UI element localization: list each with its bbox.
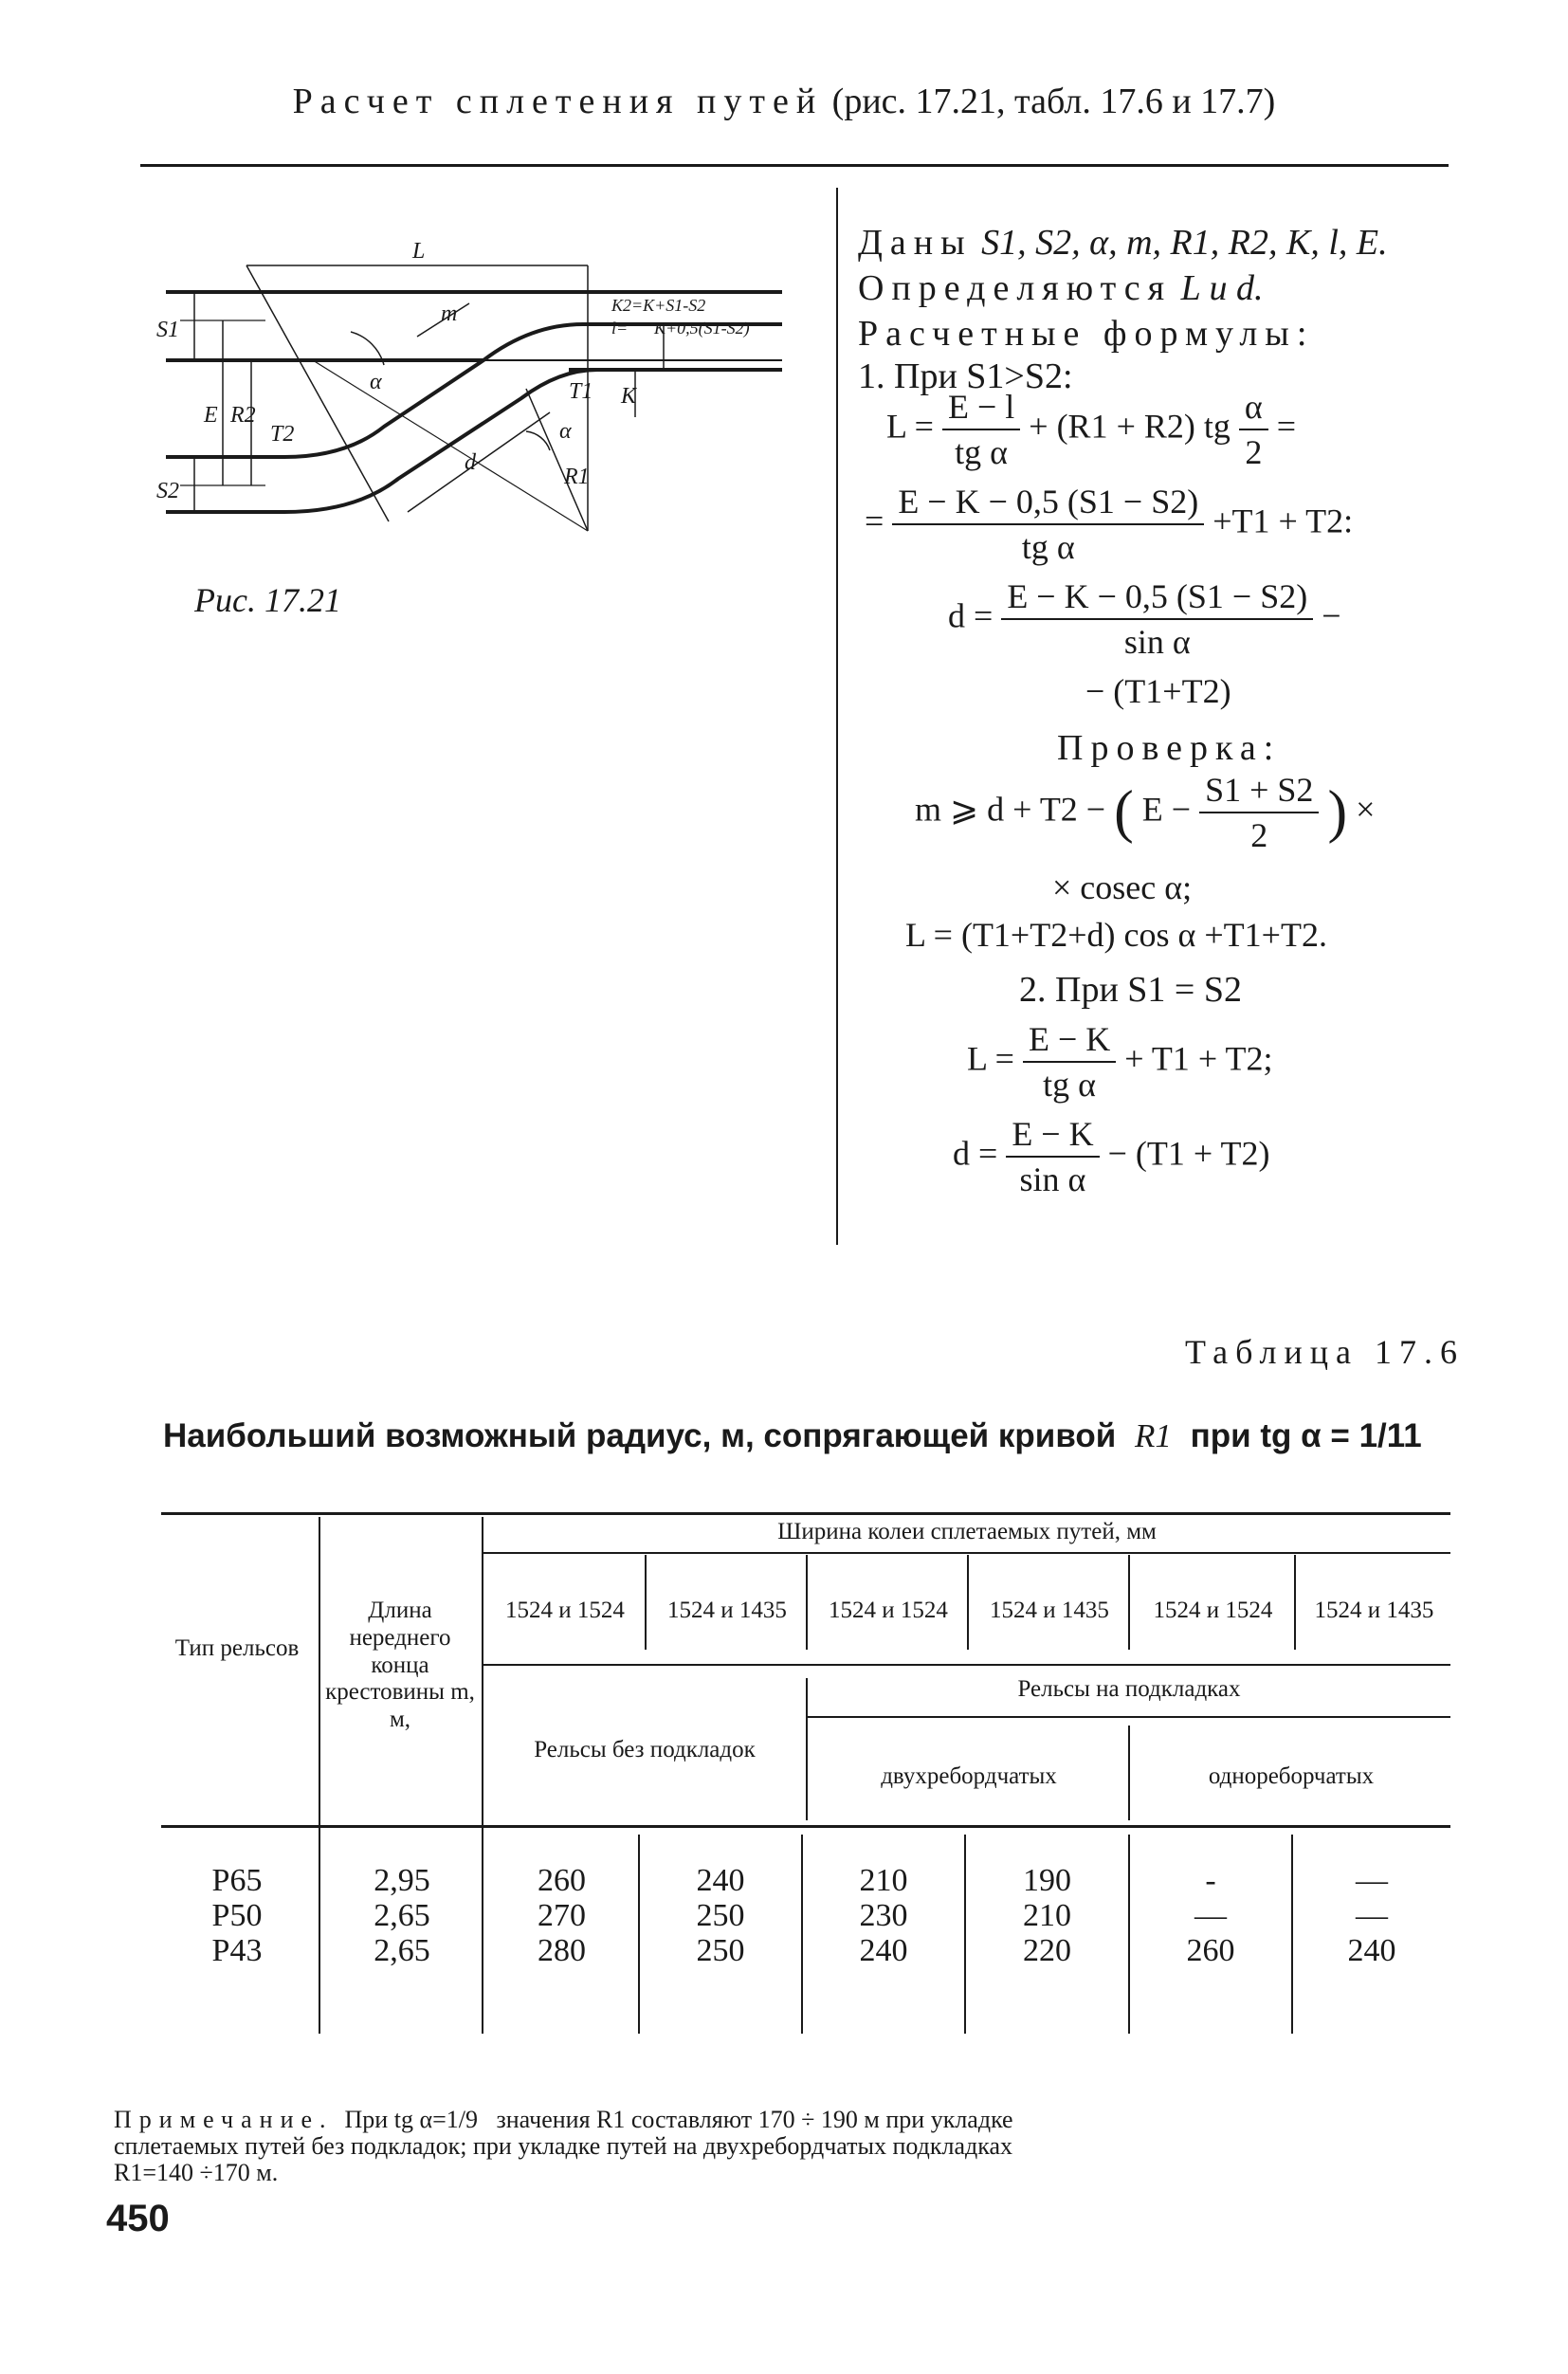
col-v4: 190 210 220 (1023, 1863, 1071, 1968)
formula-L-2: = $\frac{E - K - 0,5 (S1 - S2)}{\text{tg α}}$ +T1 + T2: (865, 483, 1354, 566)
label-alpha-2: α (559, 419, 572, 444)
header-reference: (рис. 17.21, табл. 17.6 и 17.7) (831, 82, 1276, 121)
header-frog-length: Длина нереднего конца крестовины m, м, (325, 1598, 475, 1732)
note-line-1: Примечание. При tg α=1/9 значения R1 составляют 170 ÷ 190 м при укладке (114, 2106, 1013, 2133)
calc-formulas-label: Расчетные формулы: (858, 314, 1315, 354)
col-v1: 260 270 280 (538, 1863, 586, 1968)
header-title: Расчет сплетения путей (292, 82, 824, 121)
track-diagram (152, 237, 796, 550)
col-v3: 210 230 240 (859, 1863, 908, 1968)
formula-L-case2: L = $\frac{E - K}{\text{tg α}}$ + T1 + T2; (967, 1020, 1273, 1104)
rule-widths (483, 1664, 1450, 1666)
case-1-label: 1. При S1>S2: (858, 356, 1073, 396)
label-l-value: K+0,5(S1-S2) (654, 319, 750, 338)
note-line-3: R1=140 ÷170 м. (114, 2159, 279, 2186)
rule-group-width (483, 1552, 1450, 1554)
rule-pads (806, 1716, 1450, 1718)
label-S1: S1 (156, 318, 179, 342)
table-header-bottom-rule (161, 1825, 1450, 1828)
formula-d-case2: d = $\frac{E - K}{\text{sin α}}$ − (T1 + T2) (953, 1115, 1270, 1198)
header-width-4: 1524 и 1435 (990, 1598, 1109, 1623)
formula-d-1: d = $\frac{E - K - 0,5 (S1 - S2)}{\text{sin α}}$ − (948, 577, 1341, 661)
column-divider (836, 188, 838, 1245)
label-S2: S2 (156, 479, 179, 503)
header-width-2: 1524 и 1435 (667, 1598, 787, 1623)
header-with-pads: Рельсы на подкладках (1017, 1676, 1241, 1702)
case-2-label: 2. При S1 = S2 (1019, 970, 1242, 1010)
figure-caption: Рис. 17.21 (194, 581, 341, 619)
page-header (0, 81, 1568, 122)
header-double-flange: двухребордчатых (881, 1763, 1057, 1789)
header-width-3: 1524 и 1524 (829, 1598, 948, 1623)
header-single-flange: однореборчатых (1208, 1763, 1375, 1789)
label-K2: K2=K+S1-S2 (611, 296, 706, 315)
label-alpha: α (370, 370, 382, 394)
formula-L-1: L = $\frac{E - l}{\text{tg α}}$ + (R1 + R2) tg $\frac{\alpha}{2}$ = (886, 388, 1297, 471)
check-formula-1: m ⩾ d + T2 − ( E − $\frac{S1 + S2}{2}$ ) × (915, 771, 1376, 854)
header-rail-type: Тип рельсов (174, 1635, 300, 1661)
label-E: E (204, 403, 218, 428)
col-v2: 240 250 250 (696, 1863, 745, 1968)
check-label: Проверка: (1057, 728, 1282, 768)
table-row: Р65 (211, 1863, 263, 1898)
formula-d-2: − (T1+T2) (1085, 672, 1231, 710)
col-v5: - — 260 (1186, 1863, 1235, 1968)
table-label: Таблица 17.6 (1185, 1333, 1465, 1371)
determined-line: Определяются L и d. (858, 268, 1264, 308)
table-title: Наибольший возможный радиус, м, сопрягающей кривой R1 при tg α = 1/11 (163, 1417, 1422, 1454)
label-L: L (412, 239, 426, 264)
label-T1: T1 (569, 379, 593, 404)
vrule-1 (319, 1517, 320, 2034)
note-line-2: сплетаемых путей без подкладок; при укладке путей на двухребордчатых подкладках (114, 2132, 1013, 2160)
check-formula-2: × cosec α; (1052, 868, 1193, 906)
label-m: m (441, 301, 458, 326)
header-width-group: Ширина колеи сплетаемых путей, мм (777, 1519, 1157, 1544)
header-width-5: 1524 и 1524 (1153, 1598, 1273, 1623)
check-formula-3: L = (T1+T2+d) cos α +T1+T2. (905, 916, 1327, 954)
col-v6: — — 240 (1347, 1863, 1396, 1968)
header-rule (140, 164, 1449, 167)
table-note (114, 2107, 1450, 2186)
header-width-6: 1524 и 1435 (1314, 1598, 1434, 1623)
given-line: Даны S1, S2, α, m, R1, R2, K, l, E. (858, 223, 1388, 263)
header-no-pads: Рельсы без подкладок (534, 1737, 756, 1762)
label-R2: R2 (230, 403, 256, 428)
table-row: Р43 (211, 1933, 263, 1968)
col-frog-length: 2,95 2,65 2,65 (374, 1863, 430, 1968)
label-l: l= (611, 319, 629, 338)
label-K: K (621, 384, 637, 409)
col-rail-type (166, 1863, 308, 1968)
header-width-1: 1524 и 1524 (505, 1598, 625, 1623)
label-T2: T2 (270, 422, 295, 447)
label-d: d (465, 450, 476, 475)
label-R1: R1 (564, 465, 590, 489)
page-number: 450 (106, 2198, 170, 2239)
table-top-rule (161, 1512, 1450, 1515)
table-row: Р50 (211, 1898, 263, 1933)
